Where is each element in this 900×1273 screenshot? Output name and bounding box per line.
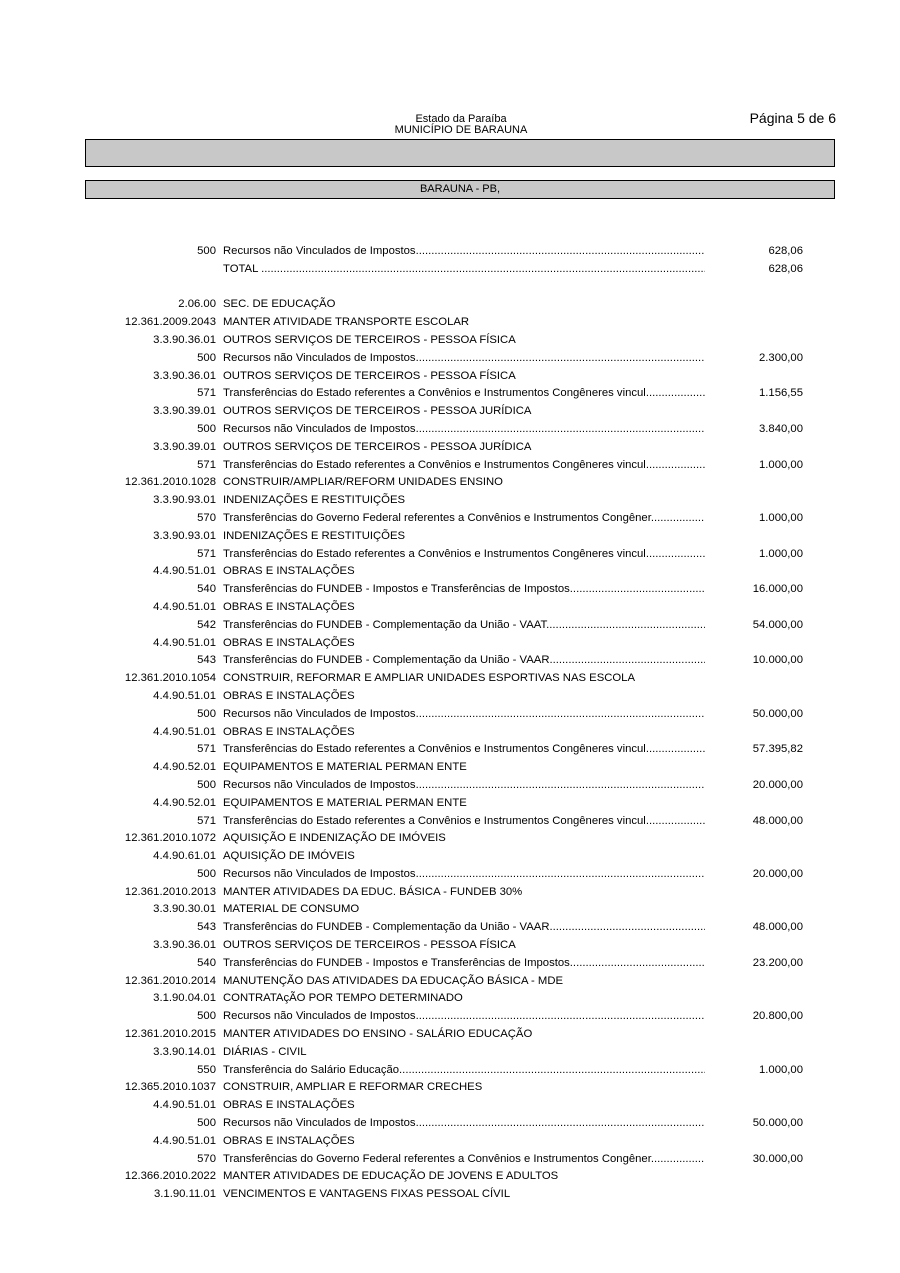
row-value: 20.000,00 [752, 778, 803, 791]
row-code: 4.4.90.51.01 [153, 689, 216, 702]
table-row [0, 955, 900, 973]
row-description: OUTROS SERVIÇOS DE TERCEIROS - PESSOA FÍSICA [223, 369, 516, 382]
row-description: INDENIZAÇÕES E RESTITUIÇÕES [223, 529, 406, 542]
row-description: Recursos não Vinculados de Impostos ..... [223, 350, 705, 368]
table-row [0, 563, 900, 581]
row-value: 54.000,00 [752, 618, 803, 631]
row-description: MATERIAL DE CONSUMO [223, 903, 360, 916]
table-row [0, 884, 900, 902]
row-code: 12.365.2010.1037 [124, 1081, 216, 1094]
table-row [0, 635, 900, 653]
row-code: 2.06.00 [178, 298, 216, 311]
row-code: 3.3.90.39.01 [153, 405, 216, 418]
row-value: 1.000,00 [759, 547, 803, 560]
table-row [0, 296, 900, 314]
row-code: 500 [197, 1117, 216, 1130]
row-description: CONSTRUIR, AMPLIAR E REFORMAR CRECHES [223, 1081, 483, 1094]
row-description: Transferência do Salário Educação ..... [223, 1062, 705, 1080]
table-row [0, 314, 900, 332]
row-code: 571 [197, 458, 216, 471]
row-code: 571 [197, 547, 216, 560]
table-row [0, 1008, 900, 1026]
table-row [0, 243, 900, 261]
row-code: 571 [197, 387, 216, 400]
row-description: Transferências do FUNDEB - Impostos e Transferências de Impostos ..... [223, 955, 705, 973]
row-description: Transferências do Estado referentes a Convênios e Instrumentos Congêneres vincul ..... [223, 741, 705, 759]
row-description: AQUISIÇÃO E INDENIZAÇÃO DE IMÓVEIS [223, 832, 446, 845]
table-row [0, 795, 900, 813]
row-value: 48.000,00 [752, 814, 803, 827]
row-code: 12.361.2010.2015 [124, 1028, 216, 1041]
row-code: 3.3.90.30.01 [153, 903, 216, 916]
table-row [0, 1079, 900, 1097]
row-code: 500 [197, 778, 216, 791]
table-row [0, 670, 900, 688]
row-description: OBRAS E INSTALAÇÕES [223, 725, 355, 738]
budget-table [0, 243, 900, 1204]
table-row [0, 457, 900, 475]
row-description: Recursos não Vinculados de Impostos ..... [223, 1008, 705, 1026]
page-number: Página 5 de 6 [749, 110, 836, 126]
table-row [0, 403, 900, 421]
row-code: 3.3.90.93.01 [153, 529, 216, 542]
row-code: 3.3.90.14.01 [153, 1045, 216, 1058]
table-row [0, 1186, 900, 1204]
table-row [0, 724, 900, 742]
row-description: MANUTENÇÃO DAS ATIVIDADES DA EDUCAÇÃO BÁSICA - MDE [223, 974, 564, 987]
table-row [0, 261, 900, 279]
row-description: Recursos não Vinculados de Impostos ..... [223, 1115, 705, 1133]
row-code: 12.361.2010.1028 [124, 476, 216, 489]
row-description: SEC. DE EDUCAÇÃO [223, 298, 336, 311]
row-value: 57.395,82 [752, 743, 803, 756]
table-row [0, 332, 900, 350]
row-description: OUTROS SERVIÇOS DE TERCEIROS - PESSOA JURÍDICA [223, 405, 532, 418]
row-value: 10.000,00 [752, 654, 803, 667]
row-value: 20.800,00 [752, 1010, 803, 1023]
state-name: Estado da Paraíba [415, 113, 507, 125]
row-description: Transferências do FUNDEB - Complementação da União - VAAR ..... [223, 919, 705, 937]
table-row [0, 421, 900, 439]
row-value: 20.000,00 [752, 867, 803, 880]
table-row [0, 973, 900, 991]
row-description: VENCIMENTOS E VANTAGENS FIXAS PESSOAL CÍVIL [223, 1188, 511, 1201]
row-description: CONSTRUIR, REFORMAR E AMPLIAR UNIDADES ESPORTIVAS NAS ESCOLA [223, 672, 635, 685]
row-description: Recursos não Vinculados de Impostos ..... [223, 243, 705, 261]
municipality-name: MUNICÍPIO DE BARAUNA [394, 124, 528, 136]
table-row [0, 937, 900, 955]
table-row [0, 474, 900, 492]
row-description: CONTRATAçÃO POR TEMPO DETERMINADO [223, 992, 463, 1005]
row-description: AQUISIÇÃO DE IMÓVEIS [223, 850, 355, 863]
row-code: 12.361.2010.1072 [124, 832, 216, 845]
row-description: MANTER ATIVIDADES DO ENSINO - SALÁRIO EDUCAÇÃO [223, 1028, 533, 1041]
row-description: OBRAS E INSTALAÇÕES [223, 565, 355, 578]
row-description: Transferências do Estado referentes a Convênios e Instrumentos Congêneres vincul ..... [223, 457, 705, 475]
table-row [0, 706, 900, 724]
row-description: Transferências do Governo Federal referentes a Convênios e Instrumentos Congêner ..... [223, 1151, 705, 1169]
row-description: CONSTRUIR/AMPLIAR/REFORM UNIDADES ENSINO [223, 476, 503, 489]
table-row [0, 990, 900, 1008]
row-description: OUTROS SERVIÇOS DE TERCEIROS - PESSOA FÍSICA [223, 939, 516, 952]
row-description: Recursos não Vinculados de Impostos ..... [223, 777, 705, 795]
table-row [0, 439, 900, 457]
row-code: 543 [197, 654, 216, 667]
row-value: 628,06 [768, 245, 803, 257]
row-code: 500 [197, 707, 216, 720]
row-code: 571 [197, 814, 216, 827]
row-code: 3.3.90.93.01 [153, 494, 216, 507]
row-description: Recursos não Vinculados de Impostos ..... [223, 421, 705, 439]
row-description: TOTAL ..... [223, 261, 705, 279]
row-description: Transferências do FUNDEB - Complementação da União - VAAR ..... [223, 652, 705, 670]
table-row [0, 1026, 900, 1044]
row-description: DIÁRIAS - CIVIL [223, 1045, 307, 1058]
table-row [0, 741, 900, 759]
row-code: 542 [197, 618, 216, 631]
table-row [0, 1097, 900, 1115]
table-row [0, 546, 900, 564]
row-value: 48.000,00 [752, 921, 803, 934]
row-code: 570 [197, 511, 216, 524]
row-code: 4.4.90.52.01 [153, 796, 216, 809]
table-row [0, 1151, 900, 1169]
row-description: OUTROS SERVIÇOS DE TERCEIROS - PESSOA JURÍDICA [223, 440, 532, 453]
row-description: Transferências do FUNDEB - Impostos e Transferências de Impostos ..... [223, 581, 705, 599]
row-value: 1.000,00 [759, 458, 803, 471]
table-row [0, 777, 900, 795]
table-row [0, 279, 900, 297]
row-value: 3.840,00 [759, 422, 803, 435]
row-description: INDENIZAÇÕES E RESTITUIÇÕES [223, 494, 406, 507]
table-row [0, 385, 900, 403]
row-code: 500 [197, 351, 216, 364]
row-code: 12.366.2010.2022 [124, 1170, 216, 1183]
row-value: 628,06 [768, 262, 803, 275]
table-row [0, 901, 900, 919]
row-description: OBRAS E INSTALAÇÕES [223, 1099, 355, 1112]
row-code: 12.361.2010.1054 [124, 672, 216, 685]
row-description: Recursos não Vinculados de Impostos ..... [223, 706, 705, 724]
row-code: 500 [197, 867, 216, 880]
row-description: MANTER ATIVIDADE TRANSPORTE ESCOLAR [223, 316, 470, 329]
row-code: 4.4.90.51.01 [153, 1134, 216, 1147]
table-row [0, 830, 900, 848]
row-code: 540 [197, 956, 216, 969]
row-code: 12.361.2010.2014 [124, 974, 216, 987]
table-row [0, 848, 900, 866]
row-value: 2.300,00 [759, 351, 803, 364]
row-value: 30.000,00 [752, 1152, 803, 1165]
row-value: 1.000,00 [759, 511, 803, 524]
table-row [0, 1044, 900, 1062]
row-code: 4.4.90.51.01 [153, 565, 216, 578]
row-value: 23.200,00 [752, 956, 803, 969]
row-description: OBRAS E INSTALAÇÕES [223, 689, 355, 702]
row-description: OBRAS E INSTALAÇÕES [223, 636, 355, 649]
row-description: Transferências do Estado referentes a Convênios e Instrumentos Congêneres vincul ..... [223, 813, 705, 831]
row-description: Transferências do Estado referentes a Convênios e Instrumentos Congêneres vincul ..... [223, 546, 705, 564]
row-code: 4.4.90.51.01 [153, 636, 216, 649]
row-code: 543 [197, 921, 216, 934]
row-code: 4.4.90.61.01 [153, 850, 216, 863]
table-row [0, 581, 900, 599]
row-value: 1.156,55 [759, 387, 803, 400]
row-code: 570 [197, 1152, 216, 1165]
table-row [0, 1133, 900, 1151]
row-code: 4.4.90.51.01 [153, 600, 216, 613]
row-description: Recursos não Vinculados de Impostos ..... [223, 866, 705, 884]
table-row [0, 1168, 900, 1186]
table-row [0, 492, 900, 510]
row-value: 1.000,00 [759, 1063, 803, 1076]
row-code: 3.1.90.11.01 [154, 1188, 216, 1201]
header-band [85, 139, 835, 167]
table-row [0, 1115, 900, 1133]
row-code: 4.4.90.51.01 [153, 1099, 216, 1112]
row-value: 50.000,00 [752, 1117, 803, 1130]
row-code: 4.4.90.51.01 [153, 725, 216, 738]
table-row [0, 652, 900, 670]
row-description: OUTROS SERVIÇOS DE TERCEIROS - PESSOA FÍSICA [223, 333, 516, 346]
row-code: 571 [197, 743, 216, 756]
table-row [0, 688, 900, 706]
row-description: OBRAS E INSTALAÇÕES [223, 1134, 355, 1147]
row-code: 500 [197, 245, 216, 257]
row-code: 500 [197, 422, 216, 435]
location-band: BARAUNA - PB, [85, 180, 835, 199]
row-description: Transferências do FUNDEB - Complementação da União - VAAT ..... [223, 617, 705, 635]
row-code: 12.361.2010.2013 [124, 885, 216, 898]
row-value: 16.000,00 [752, 583, 803, 596]
row-code: 3.3.90.36.01 [153, 369, 216, 382]
row-description: Transferências do Estado referentes a Convênios e Instrumentos Congêneres vincul ..... [223, 385, 705, 403]
table-row [0, 617, 900, 635]
row-value: 50.000,00 [752, 707, 803, 720]
row-code: 12.361.2009.2043 [124, 316, 216, 329]
row-description: MANTER ATIVIDADES DA EDUC. BÁSICA - FUNDEB 30% [223, 885, 523, 898]
row-description: EQUIPAMENTOS E MATERIAL PERMAN ENTE [223, 796, 467, 809]
row-code: 3.3.90.36.01 [153, 333, 216, 346]
row-code: 500 [197, 1010, 216, 1023]
row-code: 540 [197, 583, 216, 596]
row-description: OBRAS E INSTALAÇÕES [223, 600, 355, 613]
row-description: EQUIPAMENTOS E MATERIAL PERMAN ENTE [223, 761, 467, 774]
table-row [0, 510, 900, 528]
row-code: 3.1.90.04.01 [153, 992, 216, 1005]
table-row [0, 919, 900, 937]
row-description: MANTER ATIVIDADES DE EDUCAÇÃO DE JOVENS E ADULTOS [223, 1170, 559, 1183]
table-row [0, 813, 900, 831]
table-row [0, 759, 900, 777]
table-row [0, 350, 900, 368]
row-code: 4.4.90.52.01 [153, 761, 216, 774]
table-row [0, 368, 900, 386]
row-code: 3.3.90.39.01 [153, 440, 216, 453]
row-code: 550 [197, 1063, 216, 1076]
table-row [0, 528, 900, 546]
row-description: Transferências do Governo Federal referentes a Convênios e Instrumentos Congêner ..... [223, 510, 705, 528]
table-row [0, 866, 900, 884]
table-row [0, 599, 900, 617]
table-row [0, 1062, 900, 1080]
row-code: 3.3.90.36.01 [153, 939, 216, 952]
